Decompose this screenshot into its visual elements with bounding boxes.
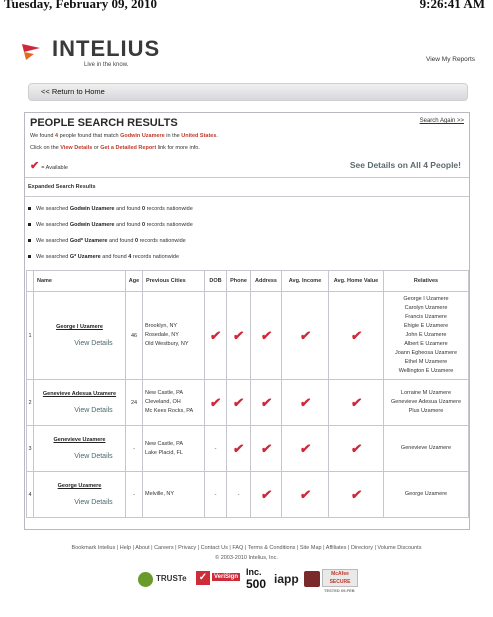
- relative-name[interactable]: John E Uzamere: [405, 332, 447, 338]
- home-value-cell: [329, 292, 384, 380]
- availability-legend: ✔ = Available: [30, 160, 68, 172]
- expanded-search-item: We searched G* Uzamere and found 4 records nationwide: [28, 254, 193, 270]
- view-details-link[interactable]: View Details: [74, 407, 113, 414]
- table-row: [27, 426, 469, 472]
- page-title: PEOPLE SEARCH RESULTS: [30, 117, 178, 129]
- available-check-icon: ✔: [298, 394, 312, 410]
- person-name-link[interactable]: George Uzamere: [57, 483, 102, 489]
- available-check-icon: ✔: [259, 327, 273, 343]
- searched-name: Godwin Uzamere: [120, 133, 165, 139]
- relative-name[interactable]: Wellington E Uzamere: [398, 368, 454, 374]
- person-name-link[interactable]: Genevieve Adesua Uzamere: [42, 391, 117, 397]
- income-cell: [282, 380, 329, 426]
- nav-bar: [28, 83, 468, 101]
- relatives-cell: [384, 380, 469, 426]
- phone-cell: [227, 292, 251, 380]
- brand-tagline: Live in the know.: [84, 62, 129, 68]
- available-check-icon: ✔: [349, 486, 363, 502]
- iapp-badge[interactable]: iapp: [274, 569, 316, 591]
- col-relatives: Relatives: [384, 271, 469, 292]
- verisign-badge[interactable]: ✓ VeriSign: [196, 569, 250, 591]
- col-age: Age: [126, 271, 143, 292]
- available-check-icon: ✔: [209, 327, 223, 343]
- return-home-link[interactable]: << Return to Home: [41, 87, 105, 96]
- col-address: Address: [251, 271, 282, 292]
- iapp-seal-icon: [304, 571, 320, 587]
- relative-name[interactable]: Ethel M Uzamere: [404, 359, 448, 365]
- truste-badge[interactable]: TRUSTe: [138, 569, 190, 591]
- verisign-check-icon: ✓: [196, 571, 210, 585]
- previous-city: Cleveland, OH: [145, 399, 181, 405]
- name-cell: [34, 426, 126, 472]
- previous-city: Lake Placid, FL: [145, 449, 183, 456]
- expanded-search-list: [28, 206, 193, 270]
- previous-city: New Castle, PA: [145, 390, 184, 396]
- person-name-link[interactable]: Genevieve Uzamere: [53, 437, 106, 443]
- phone-cell: -: [227, 472, 251, 518]
- address-cell: [251, 380, 282, 426]
- available-check-icon: ✔: [30, 160, 40, 172]
- col-num: [27, 271, 34, 292]
- home-value-cell: [329, 426, 384, 472]
- bullet-icon: [28, 239, 31, 242]
- view-details-link[interactable]: View Details: [74, 499, 113, 506]
- row-number: 4: [27, 472, 34, 518]
- relative-name[interactable]: Lorraine M Uzamere: [400, 390, 452, 396]
- results-summary: We found 4 people found that match Godwin Uzamere in the United States.: [30, 133, 218, 139]
- mcafee-badge[interactable]: McAfee SECURE TESTED 09-FEB: [322, 569, 358, 591]
- expanded-search-item: We searched God* Uzamere and found 0 records nationwide: [28, 238, 193, 254]
- dob-cell: -: [205, 472, 227, 518]
- dob-cell: [205, 292, 227, 380]
- results-table: [26, 270, 469, 518]
- available-check-icon: ✔: [298, 440, 312, 456]
- table-row: [27, 472, 469, 518]
- print-date: Tuesday, February 09, 2010: [4, 0, 158, 11]
- cities-cell: [143, 472, 205, 518]
- relatives-cell: [384, 292, 469, 380]
- person-name-link[interactable]: George I Uzamere: [56, 324, 103, 330]
- row-number: 2: [27, 380, 34, 426]
- relative-name[interactable]: George Uzamere: [404, 491, 448, 497]
- relative-name[interactable]: George I Uzamere: [403, 296, 449, 302]
- expanded-search-label: Expanded Search Results: [28, 184, 96, 190]
- col-name: Name: [34, 271, 126, 292]
- searched-location: United States: [181, 133, 217, 139]
- truste-seal-icon: [138, 572, 153, 587]
- age-cell: 24: [126, 380, 143, 426]
- relatives-cell: [384, 472, 469, 518]
- available-check-icon: ✔: [259, 394, 273, 410]
- row-number: 1: [27, 292, 34, 380]
- divider: [25, 177, 469, 178]
- col-dob: DOB: [205, 271, 227, 292]
- home-value-cell: [329, 472, 384, 518]
- view-details-inline-link[interactable]: View Details: [60, 145, 93, 151]
- name-cell: [34, 380, 126, 426]
- table-row: [27, 292, 469, 380]
- col-phone: Phone: [227, 271, 251, 292]
- previous-city: Melville, NY: [145, 491, 175, 497]
- detailed-report-link[interactable]: Get a Detailed Report: [100, 145, 157, 151]
- divider: [25, 196, 469, 197]
- phone-cell: [227, 426, 251, 472]
- available-check-icon: ✔: [298, 327, 312, 343]
- relative-name[interactable]: Carolyn Uzamere: [404, 305, 448, 311]
- available-check-icon: ✔: [232, 394, 246, 410]
- search-again-link[interactable]: Search Again >>: [419, 118, 464, 124]
- row-number: 3: [27, 426, 34, 472]
- previous-city: New Castle, PA: [145, 440, 184, 447]
- relative-name[interactable]: Francis Uzamere: [405, 314, 447, 320]
- footer-links[interactable]: Bookmark Intelius | Help | About | Careers | Privacy | Contact Us | FAQ | Terms & Conditions | Site Map | Affiliates | Directory | Volume Discounts: [71, 545, 422, 551]
- age-cell: -: [126, 426, 143, 472]
- available-check-icon: ✔: [259, 486, 273, 502]
- available-check-icon: ✔: [298, 486, 312, 502]
- available-check-icon: ✔: [349, 327, 363, 343]
- cities-cell: [143, 426, 205, 472]
- bullet-icon: [28, 255, 31, 258]
- intelius-logo-icon: [20, 42, 42, 62]
- available-check-icon: ✔: [232, 327, 246, 343]
- age-cell: -: [126, 472, 143, 518]
- name-cell: [34, 292, 126, 380]
- address-cell: [251, 472, 282, 518]
- income-cell: [282, 426, 329, 472]
- available-check-icon: ✔: [209, 394, 223, 410]
- available-check-icon: ✔: [349, 394, 363, 410]
- col-income: Avg. Income: [282, 271, 329, 292]
- see-details-all-link[interactable]: See Details on All 4 People!: [349, 160, 461, 170]
- relative-name[interactable]: Ehigie E Uzamere: [403, 323, 449, 329]
- cities-cell: [143, 292, 205, 380]
- address-cell: [251, 292, 282, 380]
- previous-city: Rosedale, NY: [145, 332, 179, 338]
- home-value-cell: [329, 380, 384, 426]
- expanded-search-item: We searched Godwin Uzamere and found 0 records nationwide: [28, 206, 193, 222]
- previous-city: Mc Kees Rocks, PA: [145, 408, 194, 414]
- expanded-search-item: We searched Godwin Uzamere and found 0 records nationwide: [28, 222, 193, 238]
- view-my-reports-link[interactable]: View My Reports: [426, 56, 476, 63]
- relative-name[interactable]: Joann Egheosa Uzamere: [394, 350, 458, 356]
- view-details-link[interactable]: View Details: [74, 453, 113, 460]
- click-info: Click on the View Details or Get a Detailed Report link for more info.: [30, 145, 200, 151]
- dob-cell: [205, 380, 227, 426]
- bullet-icon: [28, 207, 31, 210]
- table-header-row: [27, 271, 469, 292]
- col-cities: Previous Cities: [143, 271, 205, 292]
- bullet-icon: [28, 223, 31, 226]
- previous-city: Old Westbury, NY: [145, 341, 189, 347]
- people-search-results-panel: [24, 112, 470, 530]
- print-time: 9:26:41 AM: [419, 0, 485, 11]
- previous-city: Brooklyn, NY: [145, 323, 178, 329]
- inc500-badge[interactable]: Inc. 500: [246, 567, 267, 591]
- relatives-cell: [384, 426, 469, 472]
- age-cell: 46: [126, 292, 143, 380]
- available-check-icon: ✔: [232, 440, 246, 456]
- col-home-value: Avg. Home Value: [329, 271, 384, 292]
- relative-name[interactable]: Genevieve Uzamere: [400, 445, 452, 451]
- dob-cell: -: [205, 426, 227, 472]
- phone-cell: [227, 380, 251, 426]
- income-cell: [282, 472, 329, 518]
- table-row: [27, 380, 469, 426]
- relative-name[interactable]: Plus Uzamere: [408, 408, 444, 414]
- view-details-link[interactable]: View Details: [74, 340, 113, 347]
- brand-name: INTELIUS: [52, 36, 161, 61]
- name-cell: [34, 472, 126, 518]
- address-cell: [251, 426, 282, 472]
- available-check-icon: ✔: [259, 440, 273, 456]
- relative-name[interactable]: Albert E Uzamere: [404, 341, 448, 347]
- available-check-icon: ✔: [349, 440, 363, 456]
- cities-cell: [143, 380, 205, 426]
- copyright: © 2003-2010 Intelius, Inc.: [215, 555, 278, 561]
- result-count: 4: [54, 133, 59, 139]
- relative-name[interactable]: Genevieve Adesua Uzamere: [390, 399, 461, 405]
- income-cell: [282, 292, 329, 380]
